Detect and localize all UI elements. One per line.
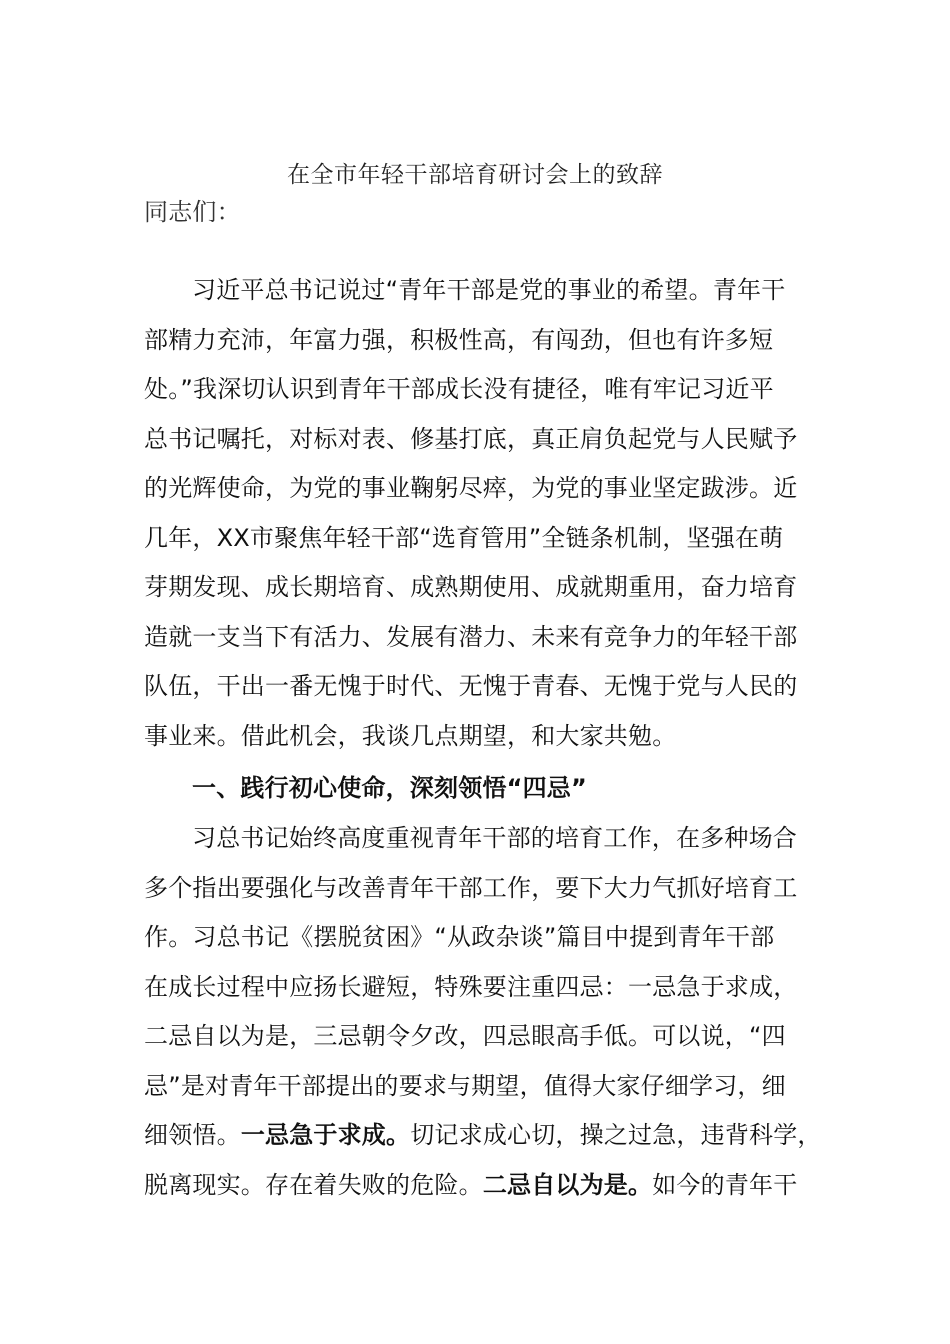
paragraph-line: 几年，XX市聚焦年轻干部“选育管用”全链条机制，坚强在萌 (144, 523, 784, 552)
paragraph-line: 忌”是对青年干部提出的要求与期望，值得大家仔细学习，细 (144, 1071, 786, 1100)
paragraph-line: 在成长过程中应扬长避短，特殊要注重四忌：一忌急于求成， (144, 972, 798, 1001)
paragraph-line: 的光辉使命，为党的事业鞠躬尽瘁，为党的事业坚定跋涉。近 (144, 474, 798, 502)
document-title: 在全市年轻干部培育研讨会上的致辞 (287, 162, 663, 188)
line-text: 切记求成心切，操之过急，违背科学， (410, 1121, 822, 1149)
paragraph-line: 习近平总书记说过“青年干部是党的事业的希望。青年干 (192, 276, 786, 304)
paragraph-1 (144, 266, 809, 761)
paragraph-line: 总书记嘱托，对标对表、修基打底，真正肩负起党与人民赋予 (144, 424, 798, 453)
line-text: 脱离现实。存在着失败的危险。 (144, 1170, 483, 1199)
paragraph-line: 造就一支当下有活力、发展有潜力、未来有竞争力的年轻干部 (144, 622, 798, 651)
paragraph-line: 多个指出要强化与改善青年干部工作，要下大力气抓好培育工 (144, 873, 798, 902)
section-heading-1: 一、践行初心使命，深刻领悟“四忌” (192, 774, 587, 802)
bold-point-1: 一忌急于求成。 (240, 1121, 411, 1149)
line-text: 如今的青年干 (652, 1170, 798, 1199)
paragraph-line: 事业来。借此机会，我谈几点期望，和大家共勉。 (144, 721, 677, 750)
bold-point-2: 二忌自以为是。 (482, 1170, 653, 1199)
paragraph-2 (144, 814, 822, 1210)
paragraph-line: 习总书记始终高度重视青年干部的培育工作，在多种场合 (192, 824, 797, 852)
line-text: 细领悟。 (144, 1121, 241, 1149)
paragraph-line: 处。”我深切认识到青年干部成长没有捷径，唯有牢记习近平 (144, 375, 774, 403)
paragraph-line: 二忌自以为是，三忌朝令夕改，四忌眼高手低。可以说，“四 (144, 1022, 786, 1050)
paragraph-line: 作。习总书记《摆脱贫困》“从政杂谈”篇目中提到青年干部 (144, 923, 775, 951)
paragraph-line-mixed (144, 1111, 822, 1161)
paragraph-line-mixed (144, 1161, 809, 1211)
paragraph-line: 芽期发现、成长期培育、成熟期使用、成就期重用，奋力培育 (144, 573, 798, 601)
paragraph-line: 队伍，干出一番无愧于时代、无愧于青春、无愧于党与人民的 (144, 672, 798, 700)
salutation: 同志们： (144, 198, 241, 226)
paragraph-line: 部精力充沛，年富力强，积极性高，有闯劲，但也有许多短 (144, 325, 774, 354)
